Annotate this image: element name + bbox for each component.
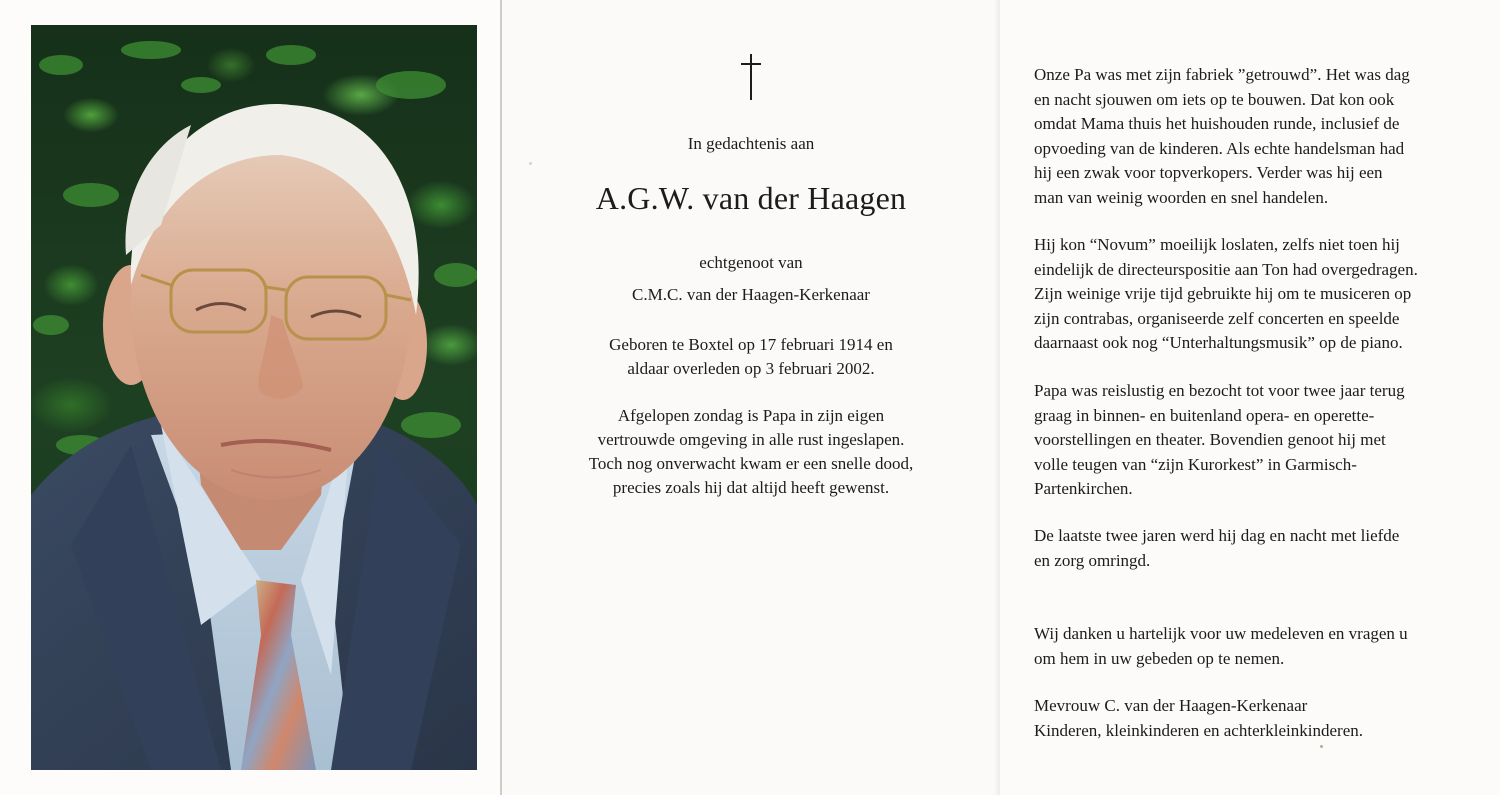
paragraph-line: man van weinig woorden en snel handelen. <box>1034 187 1329 207</box>
paragraph-line: graag in binnen- en buitenland opera- en operette- <box>1034 405 1375 425</box>
paragraph-line: om hem in uw gebeden op te nemen. <box>1034 648 1285 668</box>
paragraph-line: en nacht sjouwen om iets op te bouwen. Dat kon ook <box>1034 89 1395 109</box>
message-line: precies zoals hij dat altijd heeft gewenst. <box>612 478 890 497</box>
deceased-name: A.G.W. van der Haagen <box>595 180 907 216</box>
family-signature <box>1034 694 1484 743</box>
paragraph-line: omdat Mama thuis het huishouden runde, inclusief de <box>1034 114 1400 133</box>
paragraph-thanks <box>1034 622 1484 671</box>
paragraph-novum <box>1034 233 1484 356</box>
paragraph-line: volle teugen van “zijn Kurorkest” in Garmisch- <box>1034 454 1357 474</box>
birth-death-dates <box>502 333 1000 381</box>
spouse-name: C.M.C. van der Haagen-Kerkenaar <box>632 285 870 304</box>
paragraph-line: Partenkirchen. <box>1034 479 1133 498</box>
paragraph-line: opvoeding van de kinderen. Als echte handelsman had <box>1034 138 1405 158</box>
paragraph-line: eindelijk de directeurspositie aan Ton had overgedragen. <box>1034 259 1418 279</box>
dates-line: aldaar overleden op 3 februari 2002. <box>627 359 875 378</box>
paragraph-last-years <box>1034 524 1484 573</box>
message-line: Toch nog onverwacht kwam er een snelle dood, <box>588 454 914 473</box>
paragraph-line: Zijn weinige vrije tijd gebruikte hij om te musiceren op <box>1034 284 1412 303</box>
paragraph-travel <box>1034 379 1484 502</box>
cross-icon <box>739 52 763 102</box>
right-panel <box>1000 0 1500 795</box>
photo-panel <box>0 0 501 795</box>
paragraph-line: Papa was reislustig en bezocht tot voor twee jaar terug <box>1034 381 1405 400</box>
paper-speck <box>1320 745 1323 748</box>
paragraph-line: Hij kon “Novum” moeilijk loslaten, zelfs niet toen hij <box>1034 235 1400 254</box>
paragraph-line: De laatste twee jaren werd hij dag en nacht met liefde <box>1034 526 1400 545</box>
paragraph-line: voorstellingen en theater. Bovendien genoot hij met <box>1034 430 1386 449</box>
portrait-illustration <box>31 25 477 770</box>
signature-line: Mevrouw C. van der Haagen-Kerkenaar <box>1034 696 1308 715</box>
message-line: Afgelopen zondag is Papa in zijn eigen <box>617 406 885 425</box>
spouse-label: echtgenoot van <box>699 253 803 272</box>
signature-line: Kinderen, kleinkinderen en achterkleinkinderen. <box>1034 720 1364 740</box>
message-line: vertrouwde omgeving in alle rust ingeslapen. <box>597 430 905 449</box>
paragraph-line: zijn contrabas, organiseerde zelf concerten en speelde <box>1034 308 1400 328</box>
paragraph-line: hij een zwak voor topverkopers. Verder was hij een <box>1034 163 1383 182</box>
paragraph-line: en zorg omringd. <box>1034 550 1151 570</box>
paragraph-line: Onze Pa was met zijn fabriek ”getrouwd”. Het was dag <box>1034 65 1410 84</box>
paragraph-factory <box>1034 63 1484 210</box>
center-panel <box>502 0 1000 795</box>
portrait-photo <box>31 25 477 770</box>
intro-text: In gedachtenis aan <box>687 134 815 153</box>
dates-line: Geboren te Boxtel op 17 februari 1914 en <box>609 335 893 354</box>
paper-speck <box>529 162 532 165</box>
paragraph-line: Wij danken u hartelijk voor uw medeleven en vragen u <box>1034 624 1408 643</box>
paragraph-line: daarnaast ook nog “Unterhaltungsmusik” op de piano. <box>1034 333 1403 352</box>
memorial-message <box>502 404 1000 500</box>
